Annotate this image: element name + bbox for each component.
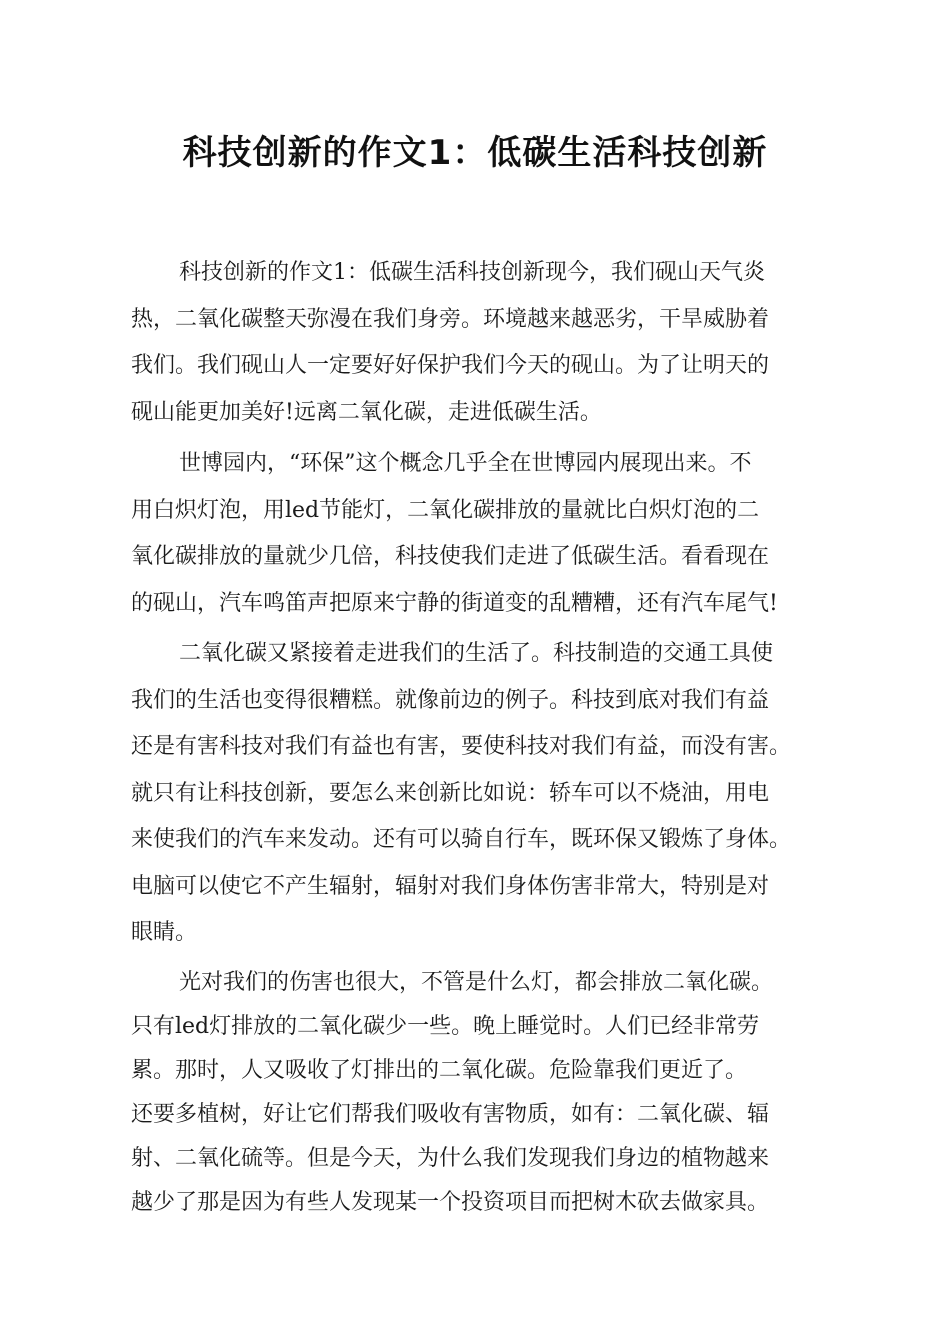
paragraph-line: 热，二氧化碳整天弥漫在我们身旁。环境越来越恶劣，干旱威胁着 [131, 306, 770, 332]
paragraph-4 [131, 961, 836, 1225]
paragraph-3 [131, 631, 836, 957]
paragraph-line: 射、二氧化硫等。但是今天，为什么我们发现我们身边的植物越来 [131, 1145, 770, 1171]
document-body [131, 250, 836, 1225]
paragraph-line: 世博园内，“环保”这个概念几乎全在世博园内展现出来。不 [179, 451, 752, 476]
paragraph-line: 的砚山，汽车鸣笛声把原来宁静的街道变的乱糟糟，还有汽车尾气! [131, 590, 778, 616]
paragraph-line: 我们的生活也变得很糟糕。就像前边的例子。科技到底对我们有益 [131, 687, 770, 713]
paragraph-2 [131, 441, 836, 627]
paragraph-line: 电脑可以使它不产生辐射，辐射对我们身体伤害非常大，特别是对 [131, 873, 770, 899]
paragraph-line: 二氧化碳又紧接着走进我们的生活了。科技制造的交通工具使 [179, 641, 774, 666]
paragraph-line: 来使我们的汽车来发动。还有可以骑自行车，既环保又锻炼了身体。 [131, 827, 792, 852]
paragraph-line: 科技创新的作文1：低碳生活科技创新现今，我们砚山天气炎 [179, 260, 765, 285]
paragraph-line: 眼睛。 [131, 920, 198, 945]
paragraph-line: 用白炽灯泡，用led节能灯，二氧化碳排放的量就比白炽灯泡的二 [131, 497, 760, 523]
paragraph-line: 越少了那是因为有些人发现某一个投资项目而把树木砍去做家具。 [131, 1189, 770, 1215]
document-title: 科技创新的作文1：低碳生活科技创新 [182, 133, 768, 173]
paragraph-line: 只有led灯排放的二氧化碳少一些。晚上睡觉时。人们已经非常劳 [131, 1013, 760, 1039]
paragraph-line: 累。那时，人又吸收了灯排出的二氧化碳。危险靠我们更近了。 [131, 1057, 748, 1083]
paragraph-line: 我们。我们砚山人一定要好好保护我们今天的砚山。为了让明天的 [131, 353, 770, 378]
paragraph-line: 砚山能更加美好!远离二氧化碳，走进低碳生活。 [131, 399, 602, 425]
paragraph-line: 就只有让科技创新，要怎么来创新比如说：轿车可以不烧油，用电 [131, 780, 770, 806]
paragraph-1 [131, 250, 836, 436]
paragraph-line: 氧化碳排放的量就少几倍，科技使我们走进了低碳生活。看看现在 [131, 544, 770, 569]
paragraph-line: 光对我们的伤害也很大，不管是什么灯，都会排放二氧化碳。 [179, 969, 774, 995]
paragraph-line: 还是有害科技对我们有益也有害，要使科技对我们有益，而没有害。 [131, 734, 792, 759]
paragraph-line: 还要多植树，好让它们帮我们吸收有害物质，如有：二氧化碳、辐 [131, 1101, 770, 1127]
